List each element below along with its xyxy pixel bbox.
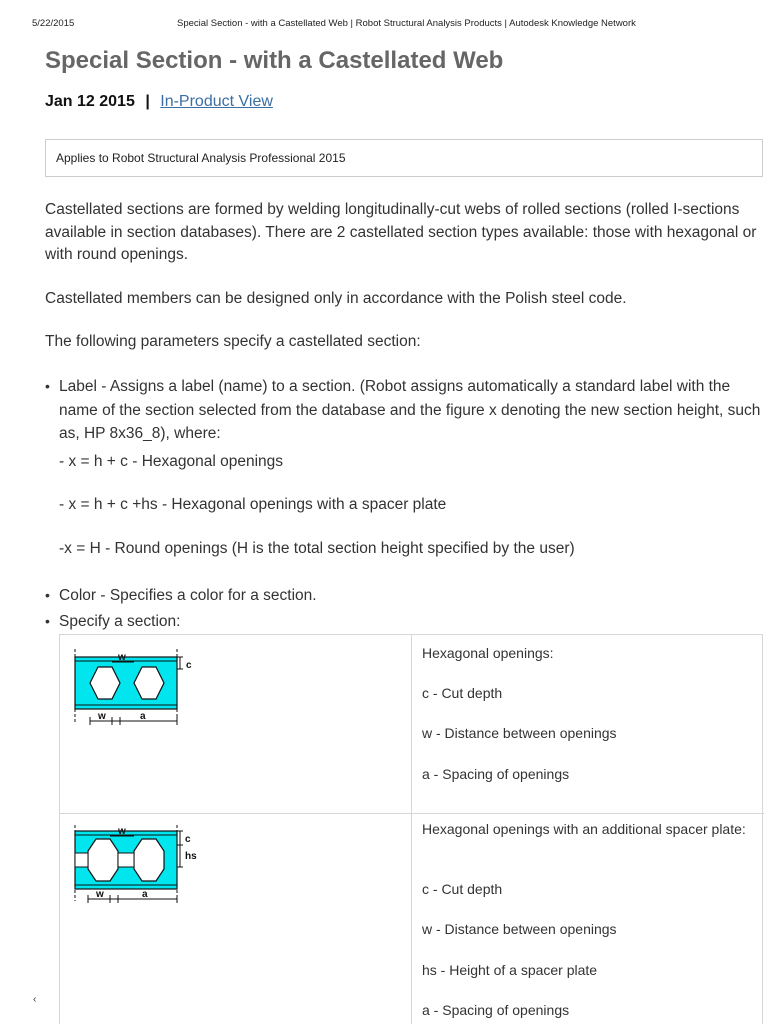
list-item-text: Color - Specifies a color for a section. bbox=[59, 587, 317, 604]
row2-param: hs - Height of a spacer plate bbox=[422, 962, 598, 978]
row2-heading: Hexagonal openings with an additional spacer plate: bbox=[422, 821, 746, 837]
row1-heading: Hexagonal openings: bbox=[422, 645, 554, 661]
in-product-view-link[interactable]: In-Product View bbox=[160, 93, 273, 110]
formula-line: -x = H - Round openings (H is the total section height specified by the user) bbox=[59, 540, 575, 557]
formula-line: - x = h + c - Hexagonal openings bbox=[59, 453, 284, 470]
dimension-label: a bbox=[142, 889, 148, 900]
spacer-plate-diagram bbox=[72, 825, 222, 905]
bullet-icon: • bbox=[45, 613, 50, 629]
page-title: Special Section - with a Castellated Web bbox=[45, 47, 504, 74]
row2-param: w - Distance between openings bbox=[422, 921, 617, 937]
section-table bbox=[59, 634, 763, 1024]
formula-line: - x = h + c +hs - Hexagonal openings with a spacer plate bbox=[59, 496, 447, 513]
print-date: 5/22/2015 bbox=[32, 18, 75, 29]
table-divider bbox=[60, 813, 764, 814]
meta-separator: | bbox=[145, 93, 150, 110]
bullet-icon: • bbox=[45, 587, 50, 603]
row2-param: c - Cut depth bbox=[422, 881, 503, 897]
dimension-label: c bbox=[186, 660, 192, 671]
page-footer-mark: ‹ bbox=[33, 994, 37, 1005]
code-paragraph: Castellated members can be designed only in accordance with the Polish steel code. bbox=[45, 290, 627, 307]
dimension-label: w bbox=[118, 652, 126, 663]
intro-paragraph: Castellated sections are formed by welding longitudinally-cut webs of rolled sections (rolled I-sections available in section databases). There are 2 castellated section types available: those with hexagonal or with round openings. bbox=[45, 201, 757, 263]
row1-param: c - Cut depth bbox=[422, 685, 503, 701]
row1-param: w - Distance between openings bbox=[422, 725, 617, 741]
parameters-paragraph: The following parameters specify a castellated section: bbox=[45, 333, 421, 350]
hexagonal-openings-diagram bbox=[72, 649, 212, 729]
list-item-text: Label - Assigns a label (name) to a section. (Robot assigns automatically a standard label with the name of the section selected from the database and the figure x denoting the new section height, such as, HP 8x36_8), where: bbox=[59, 378, 761, 442]
article-meta bbox=[45, 93, 273, 111]
dimension-label: hs bbox=[185, 851, 197, 862]
dimension-label: a bbox=[140, 711, 146, 722]
table-divider bbox=[411, 635, 412, 1024]
list-item-text: Specify a section: bbox=[59, 613, 181, 630]
bullet-icon: • bbox=[45, 378, 50, 394]
dimension-label: c bbox=[185, 834, 191, 845]
print-header bbox=[32, 18, 748, 32]
dimension-label: w bbox=[118, 826, 126, 837]
row2-param: a - Spacing of openings bbox=[422, 1002, 570, 1018]
dimension-label: w bbox=[98, 711, 106, 722]
dimension-label: w bbox=[96, 889, 104, 900]
row1-param: a - Spacing of openings bbox=[422, 766, 570, 782]
article-date: Jan 12 2015 bbox=[45, 93, 135, 110]
applies-to-text: Applies to Robot Structural Analysis Professional 2015 bbox=[56, 151, 346, 165]
print-page-title: Special Section - with a Castellated Web | Robot Structural Analysis Products | Autodesk Knowledge Network bbox=[177, 18, 636, 29]
applies-to-box bbox=[45, 139, 763, 177]
